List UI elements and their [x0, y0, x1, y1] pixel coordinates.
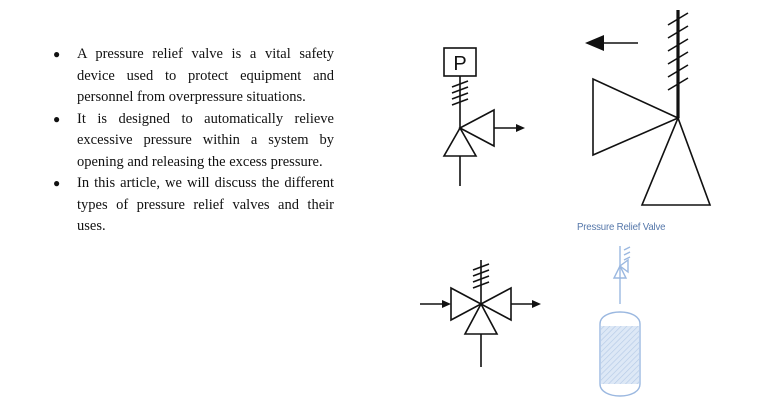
valve-outlet-triangle: [460, 110, 494, 146]
bullet-item: ● It is designed to automatically relieve excessive pressure within a system by opening and releasing the excess pressure.: [53, 110, 334, 170]
bullet-icon: ●: [53, 111, 61, 126]
flow-arrow-left: [585, 35, 604, 51]
tank-fluid: [601, 326, 639, 384]
bullet-item: ● A pressure relief valve is a vital safety device used to protect equipment and personnel from overpressure situations.: [53, 46, 334, 105]
three-way-valve-symbol: [418, 252, 548, 372]
pilot-label: P: [453, 53, 467, 75]
tank-caption: Pressure Relief Valve: [577, 221, 666, 233]
valve-outlet-triangle: [593, 79, 678, 155]
pressure-tank-illustration: [590, 238, 650, 400]
large-relief-valve-symbol: [580, 5, 720, 210]
bullet-icon: ●: [53, 176, 61, 190]
tank-valve-outlet: [620, 260, 628, 272]
valve-right-triangle: [481, 288, 511, 320]
valve-inlet-triangle: [444, 128, 476, 156]
valve-bottom-triangle: [465, 304, 497, 334]
valve-left-triangle: [451, 288, 481, 320]
bullet-list: [50, 44, 334, 238]
bullet-item: ● In this article, we will discuss the different types of pressure relief valves and their uses.: [53, 175, 334, 234]
pilot-relief-valve-symbol: [430, 40, 540, 190]
bullet-icon: ●: [53, 47, 61, 61]
valve-inlet-triangle: [642, 118, 710, 205]
